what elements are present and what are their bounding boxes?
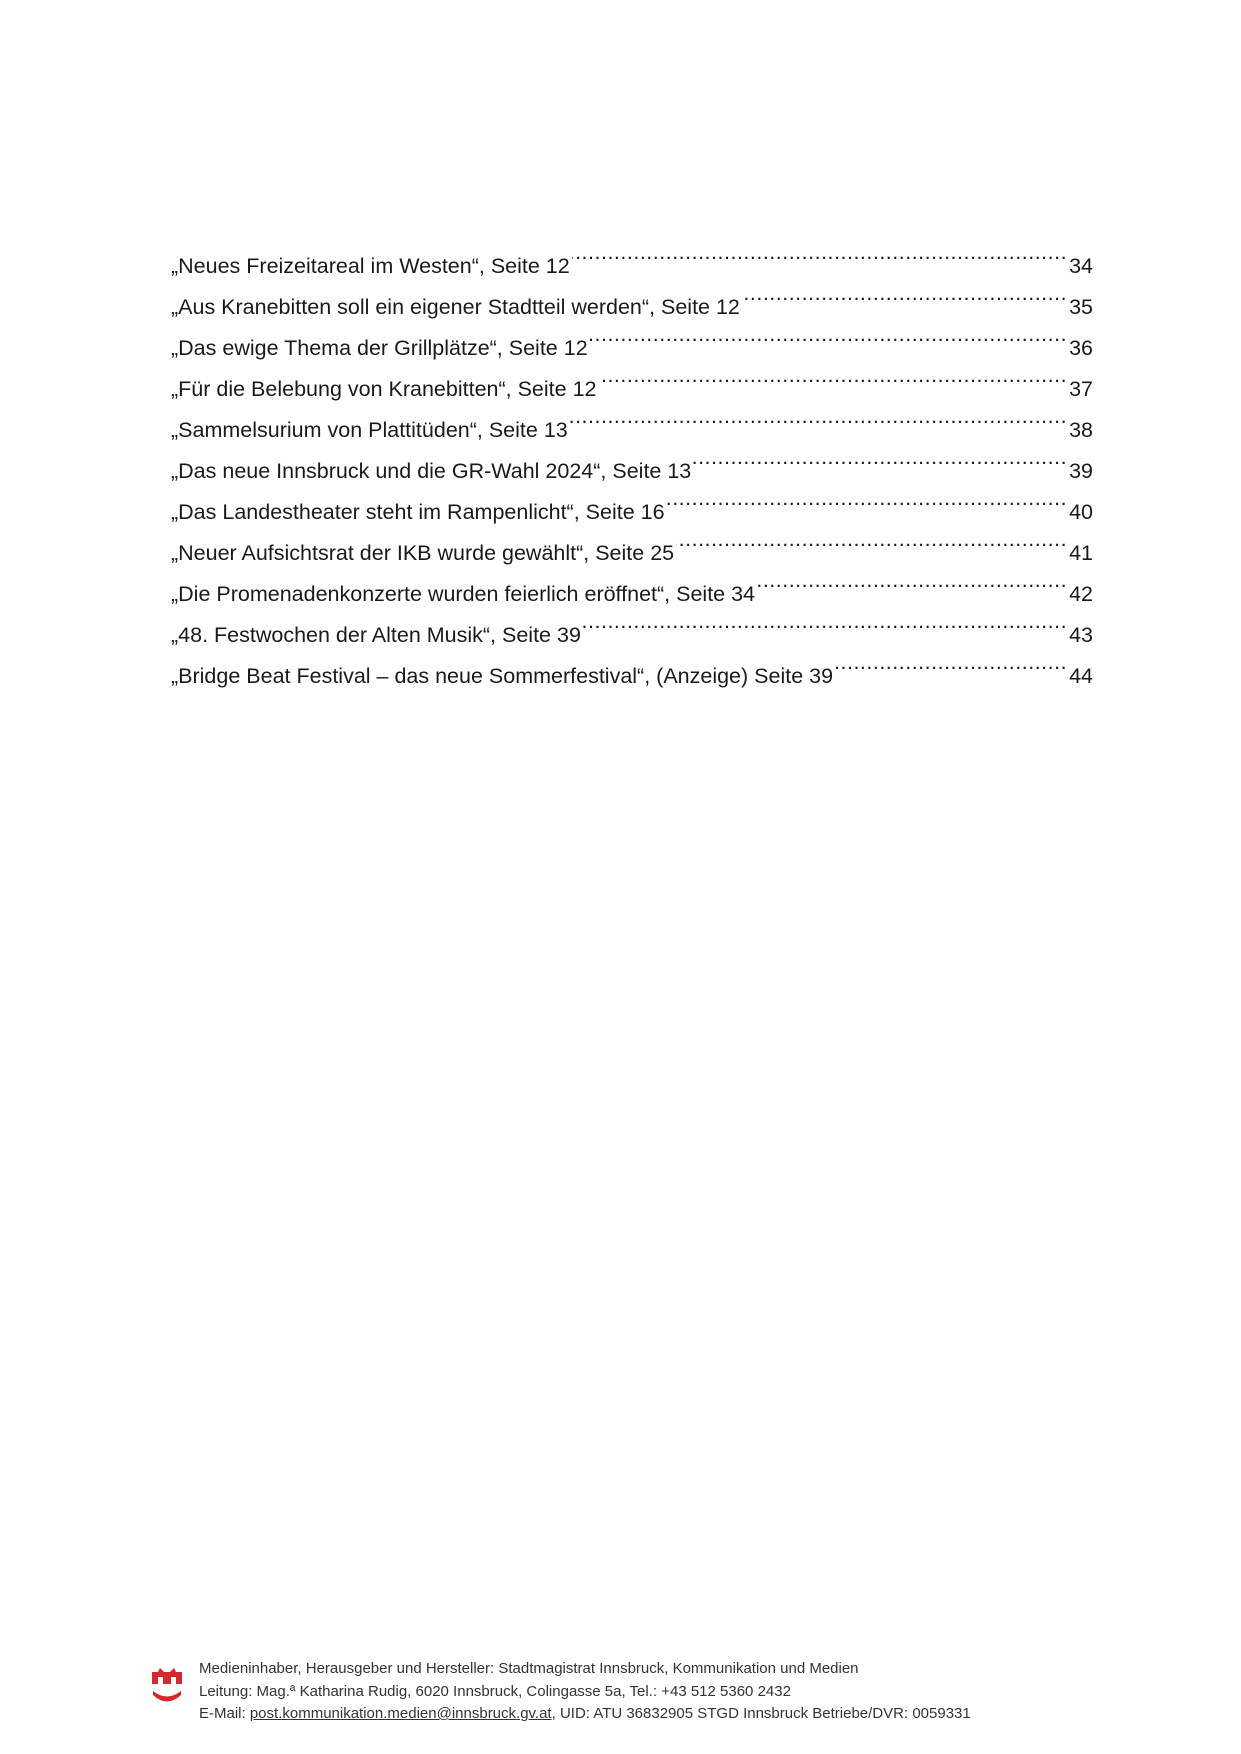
toc-entry-page: 42: [1069, 582, 1093, 606]
imprint-text: [199, 1658, 971, 1726]
toc-leader-dots: [572, 232, 1067, 273]
toc-entry-page: 43: [1069, 623, 1093, 647]
toc-entry-title: „Das Landestheater steht im Rampenlicht“, Seite 16: [171, 500, 665, 524]
toc-entry-page: 38: [1069, 418, 1093, 442]
toc-entry-title: „Für die Belebung von Kranebitten“, Seite 12: [171, 377, 597, 401]
imprint-publisher: Medieninhaber, Herausgeber und Hersteller: Stadtmagistrat Innsbruck, Kommunikation und Medien: [199, 1660, 859, 1677]
toc-entry-page: 41: [1069, 541, 1093, 565]
toc-entry-page: 39: [1069, 459, 1093, 483]
email-label: E-Mail:: [199, 1705, 250, 1722]
toc-leader-dots: [676, 519, 1067, 560]
toc-entry-title: „Aus Kranebitten soll ein eigener Stadtteil werden“, Seite 12: [171, 295, 740, 319]
toc-leader-dots: [667, 478, 1068, 519]
toc-entry-page: 44: [1069, 664, 1093, 688]
toc-entry-title: „Das neue Innsbruck und die GR-Wahl 2024“, Seite 13: [171, 459, 692, 483]
toc-entry-page: 36: [1069, 336, 1093, 360]
table-of-contents: [171, 232, 1093, 688]
toc-entry-page: 37: [1069, 377, 1093, 401]
toc-entry-title: „Sammelsurium von Plattitüden“, Seite 13: [171, 418, 568, 442]
toc-leader-dots: [570, 396, 1067, 437]
toc-leader-dots: [693, 437, 1067, 478]
toc-entry-title: „48. Festwochen der Alten Musik“, Seite 39: [171, 623, 581, 647]
toc-entry-title: „Bridge Beat Festival – das neue Sommerfestival“, (Anzeige) Seite 39: [171, 664, 834, 688]
toc-leader-dots: [757, 560, 1067, 601]
toc-leader-dots: [742, 273, 1067, 314]
toc-entry-title: „Neuer Aufsichtsrat der IKB wurde gewählt“, Seite 25: [171, 541, 675, 565]
toc-leader-dots: [835, 642, 1067, 683]
imprint-management: Leitung: Mag.ª Katharina Rudig, 6020 Innsbruck, Colingasse 5a, Tel.: +43 512 5360 2432: [199, 1682, 791, 1700]
toc-entry-title: „Neues Freizeitareal im Westen“, Seite 12: [171, 254, 570, 278]
page-footer: [150, 1658, 1100, 1724]
toc-entry-title: „Die Promenadenkonzerte wurden feierlich eröffnet“, Seite 34: [171, 582, 756, 606]
imprint-uid: , UID: ATU 36832905 STGD Innsbruck Betriebe/DVR: 0059331: [551, 1705, 971, 1722]
innsbruck-city-logo-icon: [150, 1664, 184, 1710]
toc-entry-page: 40: [1069, 500, 1093, 524]
email-link[interactable]: post.kommunikation.medien@innsbruck.gv.at: [249, 1705, 552, 1722]
toc-leader-dots: [583, 601, 1067, 642]
toc-entry[interactable]: [171, 232, 1093, 278]
toc-leader-dots: [590, 314, 1067, 355]
toc-leader-dots: [599, 355, 1068, 396]
toc-entry-page: 35: [1069, 295, 1093, 319]
toc-entry-page: 34: [1069, 254, 1093, 278]
toc-entry-title: „Das ewige Thema der Grillplätze“, Seite 12: [171, 336, 588, 360]
imprint-contact: [199, 1703, 971, 1726]
